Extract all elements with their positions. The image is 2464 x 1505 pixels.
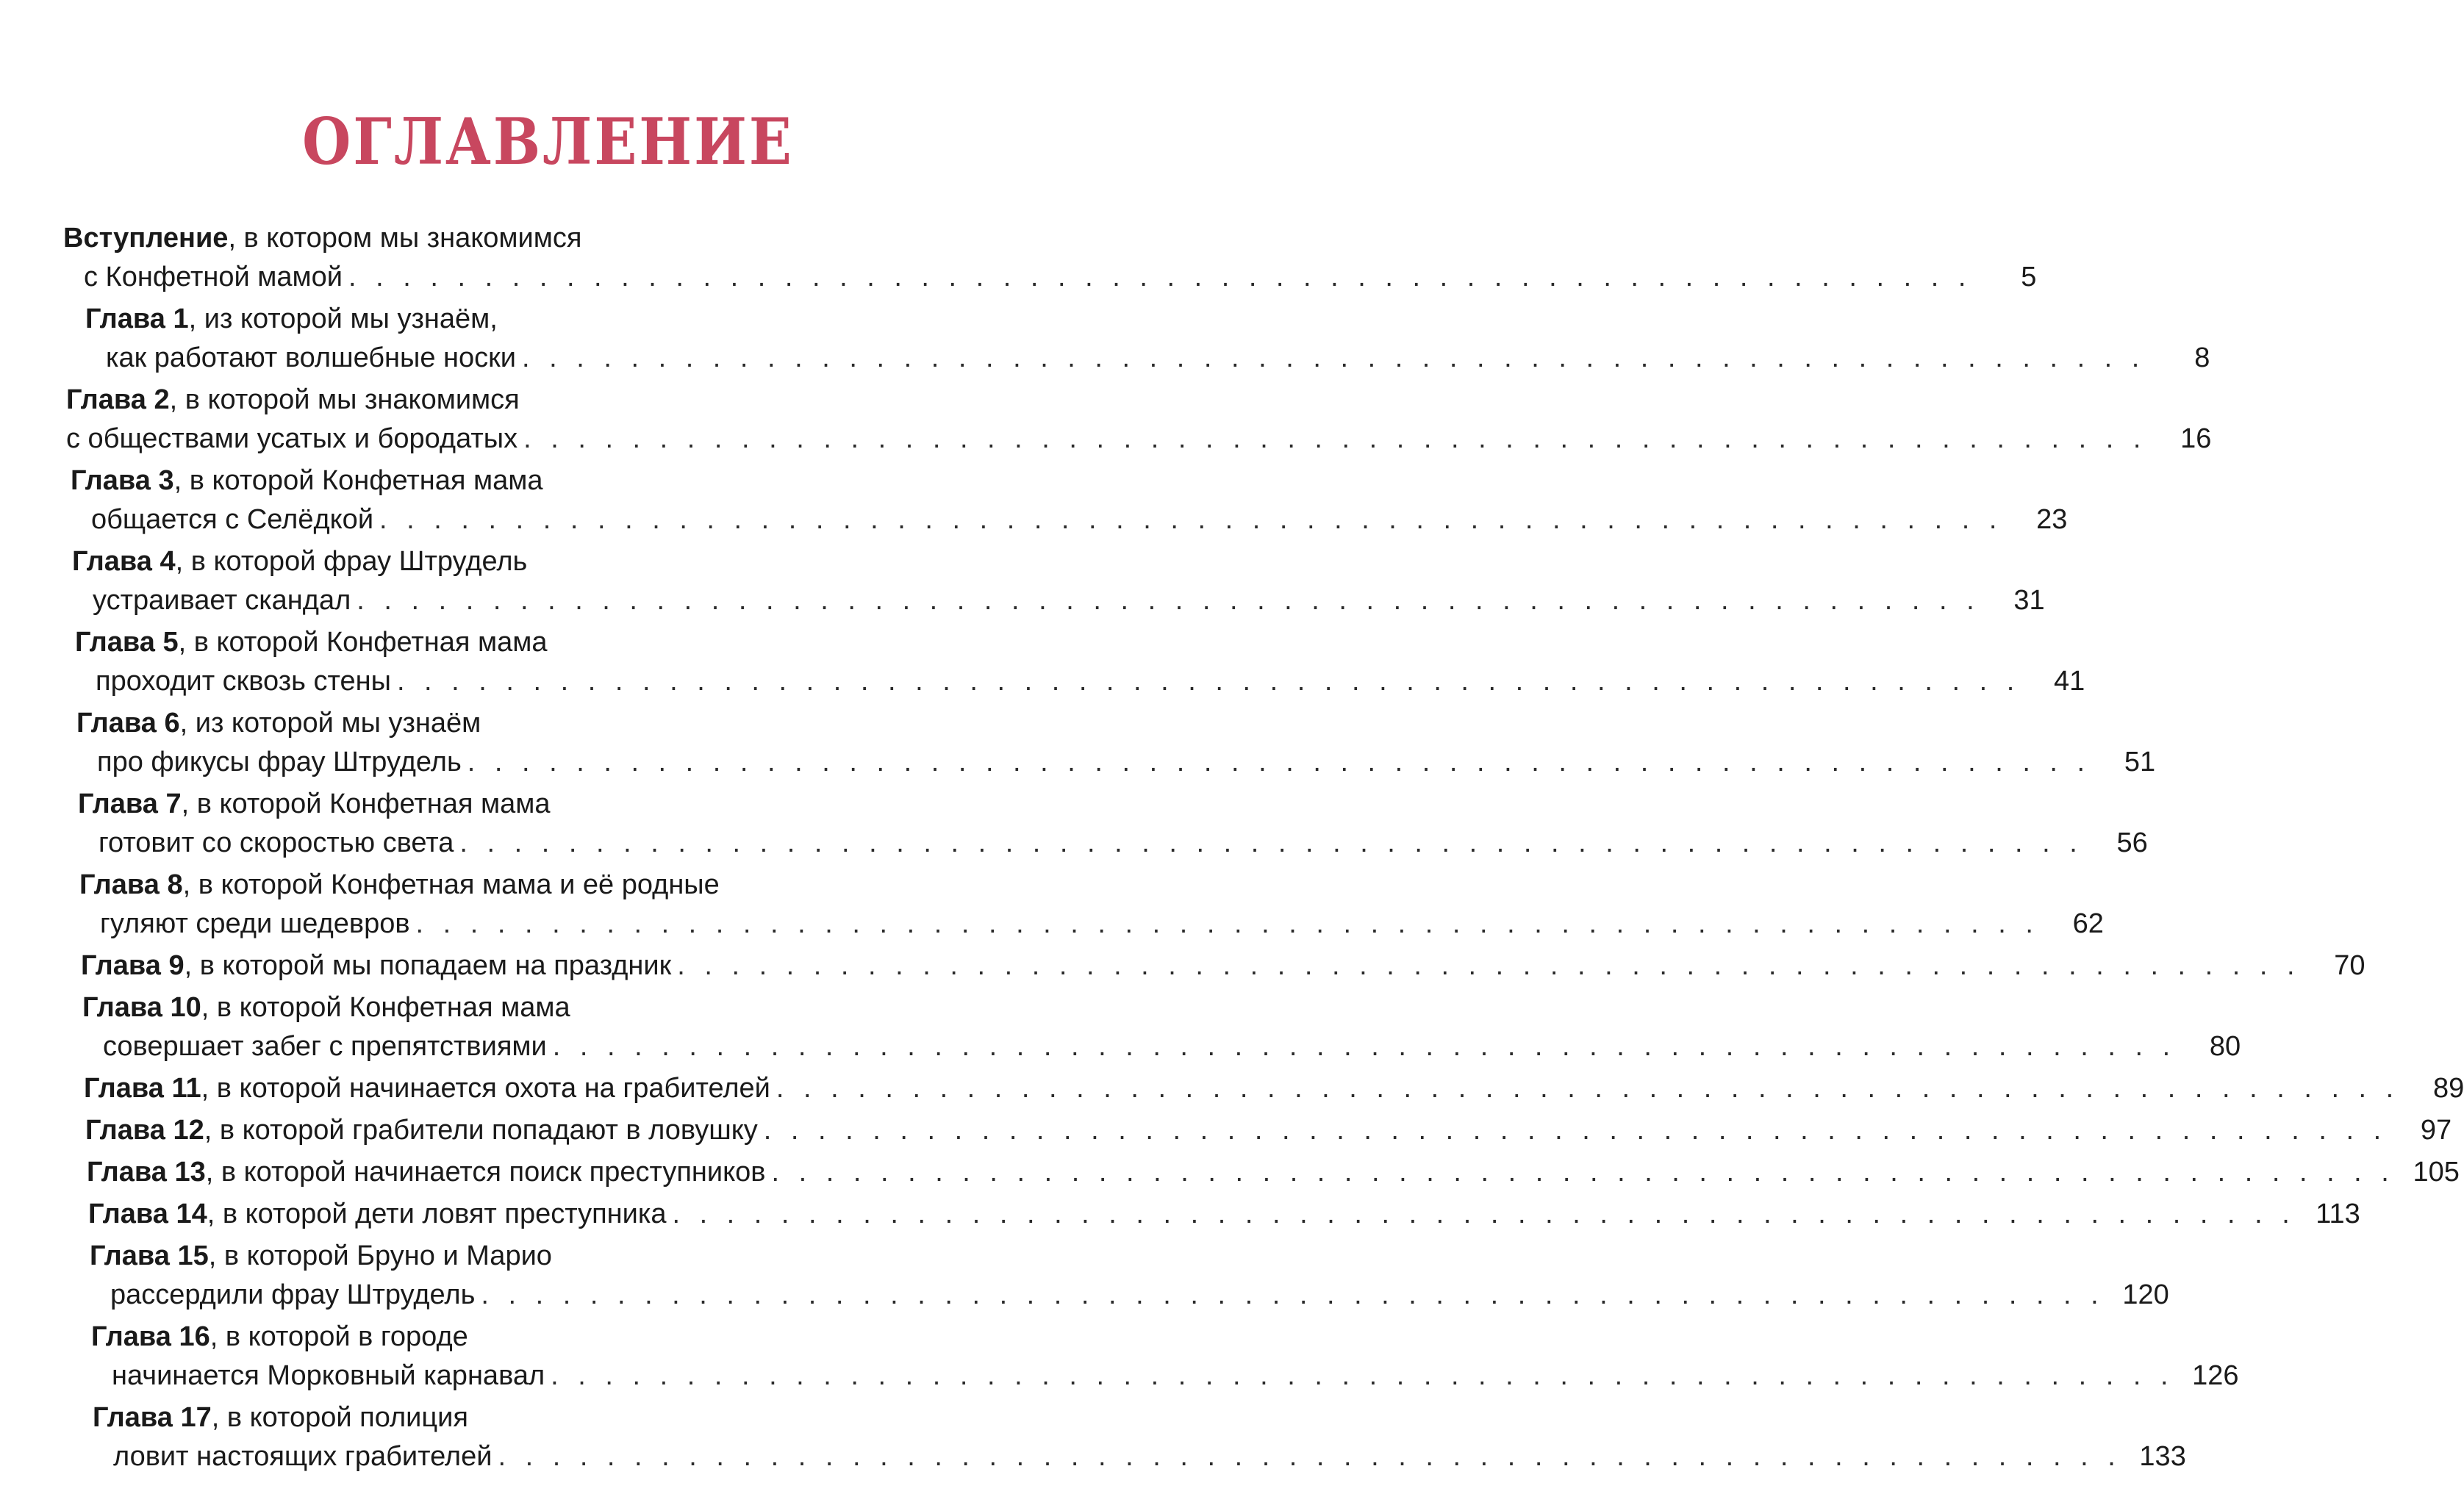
chapter-desc-line1: , в которой полиция: [211, 1402, 468, 1433]
toc-entry[interactable]: [82, 988, 2241, 1066]
chapter-desc-line1: , в которой в городе: [209, 1321, 468, 1352]
page-number: 62: [2072, 908, 2104, 939]
page-number: 113: [2316, 1199, 2360, 1229]
chapter-desc-line2: совершает забег с препятствиями: [103, 1031, 547, 1062]
leader-dots: . . . . . . . . . . . . . . . . . . . . . . . . . . . . . . . . . . . . . . . . . . . . . . . . . . . . . . . . . . . .: [379, 504, 2003, 535]
chapter-desc-line1: , в которой фрау Штрудель: [175, 546, 528, 577]
page-number: 5: [2021, 262, 2037, 292]
chapter-label: Глава 5: [75, 627, 179, 658]
leader-dots: . . . . . . . . . . . . . . . . . . . . . . . . . . . . . . . . . . . . . . . . . . . . . . . . . . . . . . . . . . . .: [776, 1073, 2400, 1104]
chapter-desc-line2: , в которой начинается поиск преступников: [205, 1157, 766, 1188]
page-number: 56: [2116, 827, 2148, 858]
page-number: 126: [2192, 1360, 2239, 1391]
chapter-desc-line1: , из которой мы узнаём: [179, 708, 481, 739]
page-number: 8: [2194, 342, 2210, 373]
page-number: 133: [2139, 1441, 2186, 1472]
leader-dots: . . . . . . . . . . . . . . . . . . . . . . . . . . . . . . . . . . . . . . . . . . . . . . . . . . . . . . . . . . . .: [396, 666, 2021, 697]
toc-entry[interactable]: [84, 1069, 2464, 1108]
leader-dots: . . . . . . . . . . . . . . . . . . . . . . . . . . . . . . . . . . . . . . . . . . . . . . . . . . . . . . . . . . . .: [763, 1115, 2388, 1146]
chapter-desc-line2: , в которой дети ловят преступника: [207, 1199, 667, 1229]
toc-entry[interactable]: [85, 1111, 2452, 1150]
page-number: 70: [2334, 950, 2365, 981]
chapter-desc-line2: рассердили фрау Штрудель: [110, 1279, 476, 1310]
chapter-desc-line1: , в которой Конфетная мама: [201, 992, 570, 1023]
toc-entry[interactable]: [79, 866, 2104, 944]
chapter-label: Вступление: [63, 223, 229, 254]
chapter-desc-line2: ловит настоящих грабителей: [113, 1441, 493, 1472]
leader-dots: . . . . . . . . . . . . . . . . . . . . . . . . . . . . . . . . . . . . . . . . . . . . . . . . . . . . . . . . . . . .: [459, 827, 2083, 858]
page-number: 16: [2180, 423, 2212, 454]
chapter-desc-line2: устраивает скандал: [93, 585, 351, 616]
toc-entry[interactable]: [87, 1153, 2460, 1192]
chapter-desc-line1: , в которой мы знакомимся: [169, 384, 520, 415]
leader-dots: . . . . . . . . . . . . . . . . . . . . . . . . . . . . . . . . . . . . . . . . . . . . . . . . . . . . . . . . . . . .: [672, 1199, 2296, 1229]
chapter-desc-line2: общается с Селёдкой: [91, 504, 374, 535]
leader-dots: . . . . . . . . . . . . . . . . . . . . . . . . . . . . . . . . . . . . . . . . . . . . . . . . . . . . . . . . . . . .: [467, 747, 2091, 777]
toc-entry[interactable]: [76, 704, 2156, 782]
page-number: 23: [2036, 504, 2068, 535]
chapter-label: Глава 11: [84, 1073, 201, 1104]
leader-dots: . . . . . . . . . . . . . . . . . . . . . . . . . . . . . . . . . . . . . . . . . . . . . . . . . . . . . . . . . . . .: [523, 423, 2147, 454]
leader-dots: . . . . . . . . . . . . . . . . . . . . . . . . . . . . . . . . . . . . . . . . . . . . . . . . . . . . . . . . . . . .: [771, 1157, 2395, 1188]
chapter-desc-line2: как работают волшебные носки: [106, 342, 516, 373]
chapter-label: Глава 12: [85, 1115, 204, 1146]
toc-entry[interactable]: [91, 1318, 2239, 1396]
chapter-label: Глава 10: [82, 992, 201, 1023]
page-number: 97: [2420, 1115, 2452, 1146]
leader-dots: . . . . . . . . . . . . . . . . . . . . . . . . . . . . . . . . . . . . . . . . . . . . . . . . . . . . . . . . . . . .: [551, 1360, 2174, 1391]
chapter-label: Глава 1: [85, 303, 189, 334]
chapter-label: Глава 6: [76, 708, 180, 739]
toc-entry[interactable]: [81, 947, 2365, 985]
chapter-label: Глава 2: [66, 384, 170, 415]
toc-entry[interactable]: [63, 219, 2037, 297]
leader-dots: . . . . . . . . . . . . . . . . . . . . . . . . . . . . . . . . . . . . . . . . . . . . . . . . . . . . . . . . . . . .: [552, 1031, 2177, 1062]
toc-entry[interactable]: [90, 1237, 2169, 1315]
chapter-desc-line1: , в которой Бруно и Марио: [208, 1240, 552, 1271]
chapter-desc-line1: , в которой Конфетная мама: [178, 627, 548, 658]
leader-dots: . . . . . . . . . . . . . . . . . . . . . . . . . . . . . . . . . . . . . . . . . . . . . . . . . . . . . . . . . . . .: [415, 908, 2039, 939]
toc-entry[interactable]: [78, 785, 2148, 863]
chapter-label: Глава 7: [78, 789, 182, 819]
toc-entry[interactable]: [85, 300, 2210, 378]
page-number: 31: [2013, 585, 2045, 616]
chapter-desc-line2: готовит со скоростью света: [99, 827, 454, 858]
toc-entry[interactable]: [93, 1398, 2186, 1476]
page-number: 51: [2124, 747, 2156, 777]
chapter-desc-line1: , в которой Конфетная мама и её родные: [182, 869, 720, 900]
toc-entry[interactable]: [66, 381, 2212, 459]
chapter-desc-line2: с обществами усатых и бородатых: [66, 423, 518, 454]
page-number: 105: [2413, 1157, 2460, 1188]
chapter-desc-line2: , в которой начинается охота на грабителей: [201, 1073, 770, 1104]
chapter-label: Глава 8: [79, 869, 183, 900]
leader-dots: . . . . . . . . . . . . . . . . . . . . . . . . . . . . . . . . . . . . . . . . . . . . . . . . . . . . . . . . . . . .: [481, 1279, 2105, 1310]
page-number: 80: [2209, 1031, 2241, 1062]
chapter-desc-line2: начинается Морковный карнавал: [112, 1360, 545, 1391]
chapter-label: Глава 16: [91, 1321, 210, 1352]
toc-entry[interactable]: [88, 1195, 2360, 1234]
leader-dots: . . . . . . . . . . . . . . . . . . . . . . . . . . . . . . . . . . . . . . . . . . . . . . . . . . . . . . . . . . . .: [677, 950, 2301, 981]
chapter-desc-line2: про фикусы фрау Штрудель: [97, 747, 462, 777]
chapter-label: Глава 17: [93, 1402, 212, 1433]
chapter-label: Глава 9: [81, 950, 185, 981]
toc-entry[interactable]: [72, 542, 2045, 620]
page-number: 89: [2432, 1073, 2464, 1104]
toc-entry[interactable]: [71, 461, 2068, 539]
chapter-desc-line2: , в которой мы попадаем на праздник: [184, 950, 672, 981]
chapter-label: Глава 13: [87, 1157, 206, 1188]
chapter-desc-line2: проходит сквозь стены: [96, 666, 391, 697]
chapter-desc-line1: , в которой Конфетная мама: [173, 465, 543, 496]
leader-dots: . . . . . . . . . . . . . . . . . . . . . . . . . . . . . . . . . . . . . . . . . . . . . . . . . . . . . . . . . . . .: [348, 262, 1972, 292]
leader-dots: . . . . . . . . . . . . . . . . . . . . . . . . . . . . . . . . . . . . . . . . . . . . . . . . . . . . . . . . . . . .: [522, 342, 2146, 373]
chapter-desc-line2: гуляют среди шедевров: [100, 908, 410, 939]
toc-entry[interactable]: [75, 623, 2085, 701]
chapter-label: Глава 3: [71, 465, 174, 496]
leader-dots: . . . . . . . . . . . . . . . . . . . . . . . . . . . . . . . . . . . . . . . . . . . . . . . . . . . . . . . . . . . .: [498, 1441, 2121, 1472]
chapter-label: Глава 15: [90, 1240, 209, 1271]
chapter-desc-line2: , в которой грабители попадают в ловушку: [204, 1115, 758, 1146]
page-number: 120: [2122, 1279, 2169, 1310]
toc-list: [63, 219, 2464, 1479]
leader-dots: . . . . . . . . . . . . . . . . . . . . . . . . . . . . . . . . . . . . . . . . . . . . . . . . . . . . . . . . . . . .: [357, 585, 1980, 616]
chapter-label: Глава 4: [72, 546, 176, 577]
chapter-desc-line1: , в которой Конфетная мама: [181, 789, 551, 819]
chapter-label: Глава 14: [88, 1199, 207, 1229]
chapter-desc-line1: , в котором мы знакомимся: [228, 223, 582, 254]
page-title: ОГЛАВЛЕНИЕ: [302, 104, 794, 179]
chapter-desc-line2: с Конфетной мамой: [84, 262, 343, 292]
chapter-desc-line1: , из которой мы узнаём,: [188, 303, 498, 334]
page-number: 41: [2054, 666, 2085, 697]
